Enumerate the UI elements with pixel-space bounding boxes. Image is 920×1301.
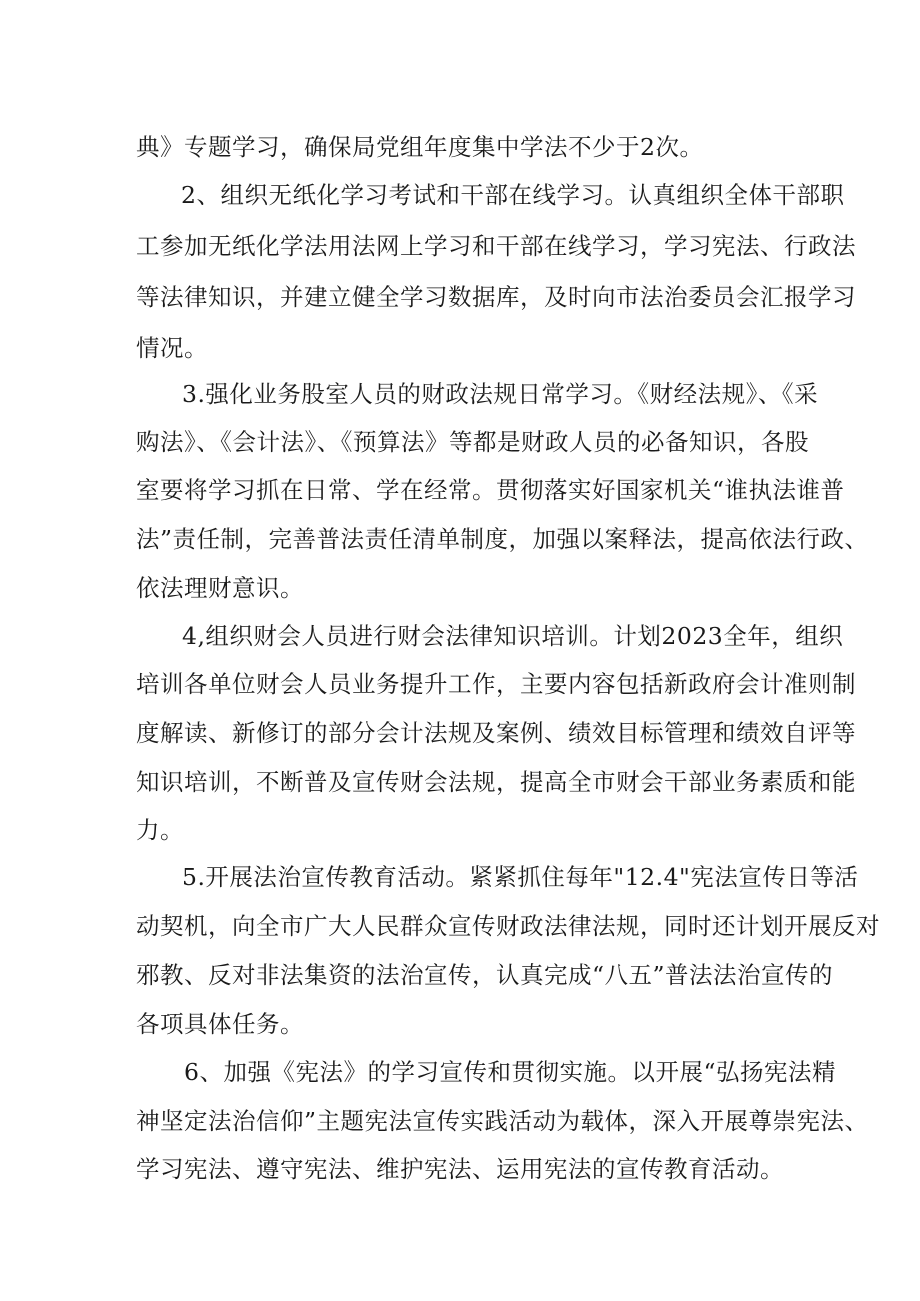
text-line: 学习宪法、遵守宪法、维护宪法、运用宪法的宣传教育活动。 [136,1155,784,1183]
text-line: 依法理财意识。 [136,574,304,602]
text-line: 培训各单位财会人员业务提升工作，主要内容包括新政府会计准则制 [136,670,856,698]
text-line: 4,组织财会人员进行财会法律知识培训。计划2023全年，组织 [182,622,844,650]
text-line: 知识培训，不断普及宣传财会法规，提高全市财会干部业务素质和能 [136,768,856,796]
text-line: 神坚定法治信仰”主题宪法宣传实践活动为载体，深入开展尊崇宪法、 [136,1107,869,1135]
text-line: 2、组织无纸化学习考试和干部在线学习。认真组织全体干部职 [181,181,845,209]
text-line: 室要将学习抓在日常、学在经常。贯彻落实好国家机关“谁执法谁普 [136,476,845,504]
text-line: 6、加强《宪法》的学习宣传和贯彻实施。以开展“弘扬宪法精 [184,1058,836,1086]
text-line: 购法》、《会计法》、《预算法》等都是财政人员的必备知识，各股 [136,428,809,456]
text-line: 情况。 [136,334,208,362]
text-line: 5.开展法治宣传教育活动。紧紧抓住每年"12.4"宪法宣传日等活 [182,863,859,891]
text-line: 邪教、反对非法集资的法治宣传，认真完成“八五”普法法治宣传的 [136,961,834,989]
text-line: 工参加无纸化学法用法网上学习和干部在线学习，学习宪法、行政法 [136,232,856,260]
text-line: 3.强化业务股室人员的财政法规日常学习。《财经法规》、《采 [182,380,819,408]
text-line: 度解读、新修订的部分会计法规及案例、绩效目标管理和绩效自评等 [136,719,856,747]
text-line: 典》专题学习，确保局党组年度集中学法不少于2次。 [136,133,704,161]
text-line: 力。 [136,816,184,844]
text-line: 各项具体任务。 [136,1010,304,1038]
text-line: 法”责任制，完善普法责任清单制度，加强以案释法，提高依法行政、 [136,525,869,553]
text-line: 等法律知识，并建立健全学习数据库，及时向市法治委员会汇报学习 [136,283,856,311]
text-line: 动契机，向全市广大人民群众宣传财政法律法规，同时还计划开展反对 [136,912,880,940]
